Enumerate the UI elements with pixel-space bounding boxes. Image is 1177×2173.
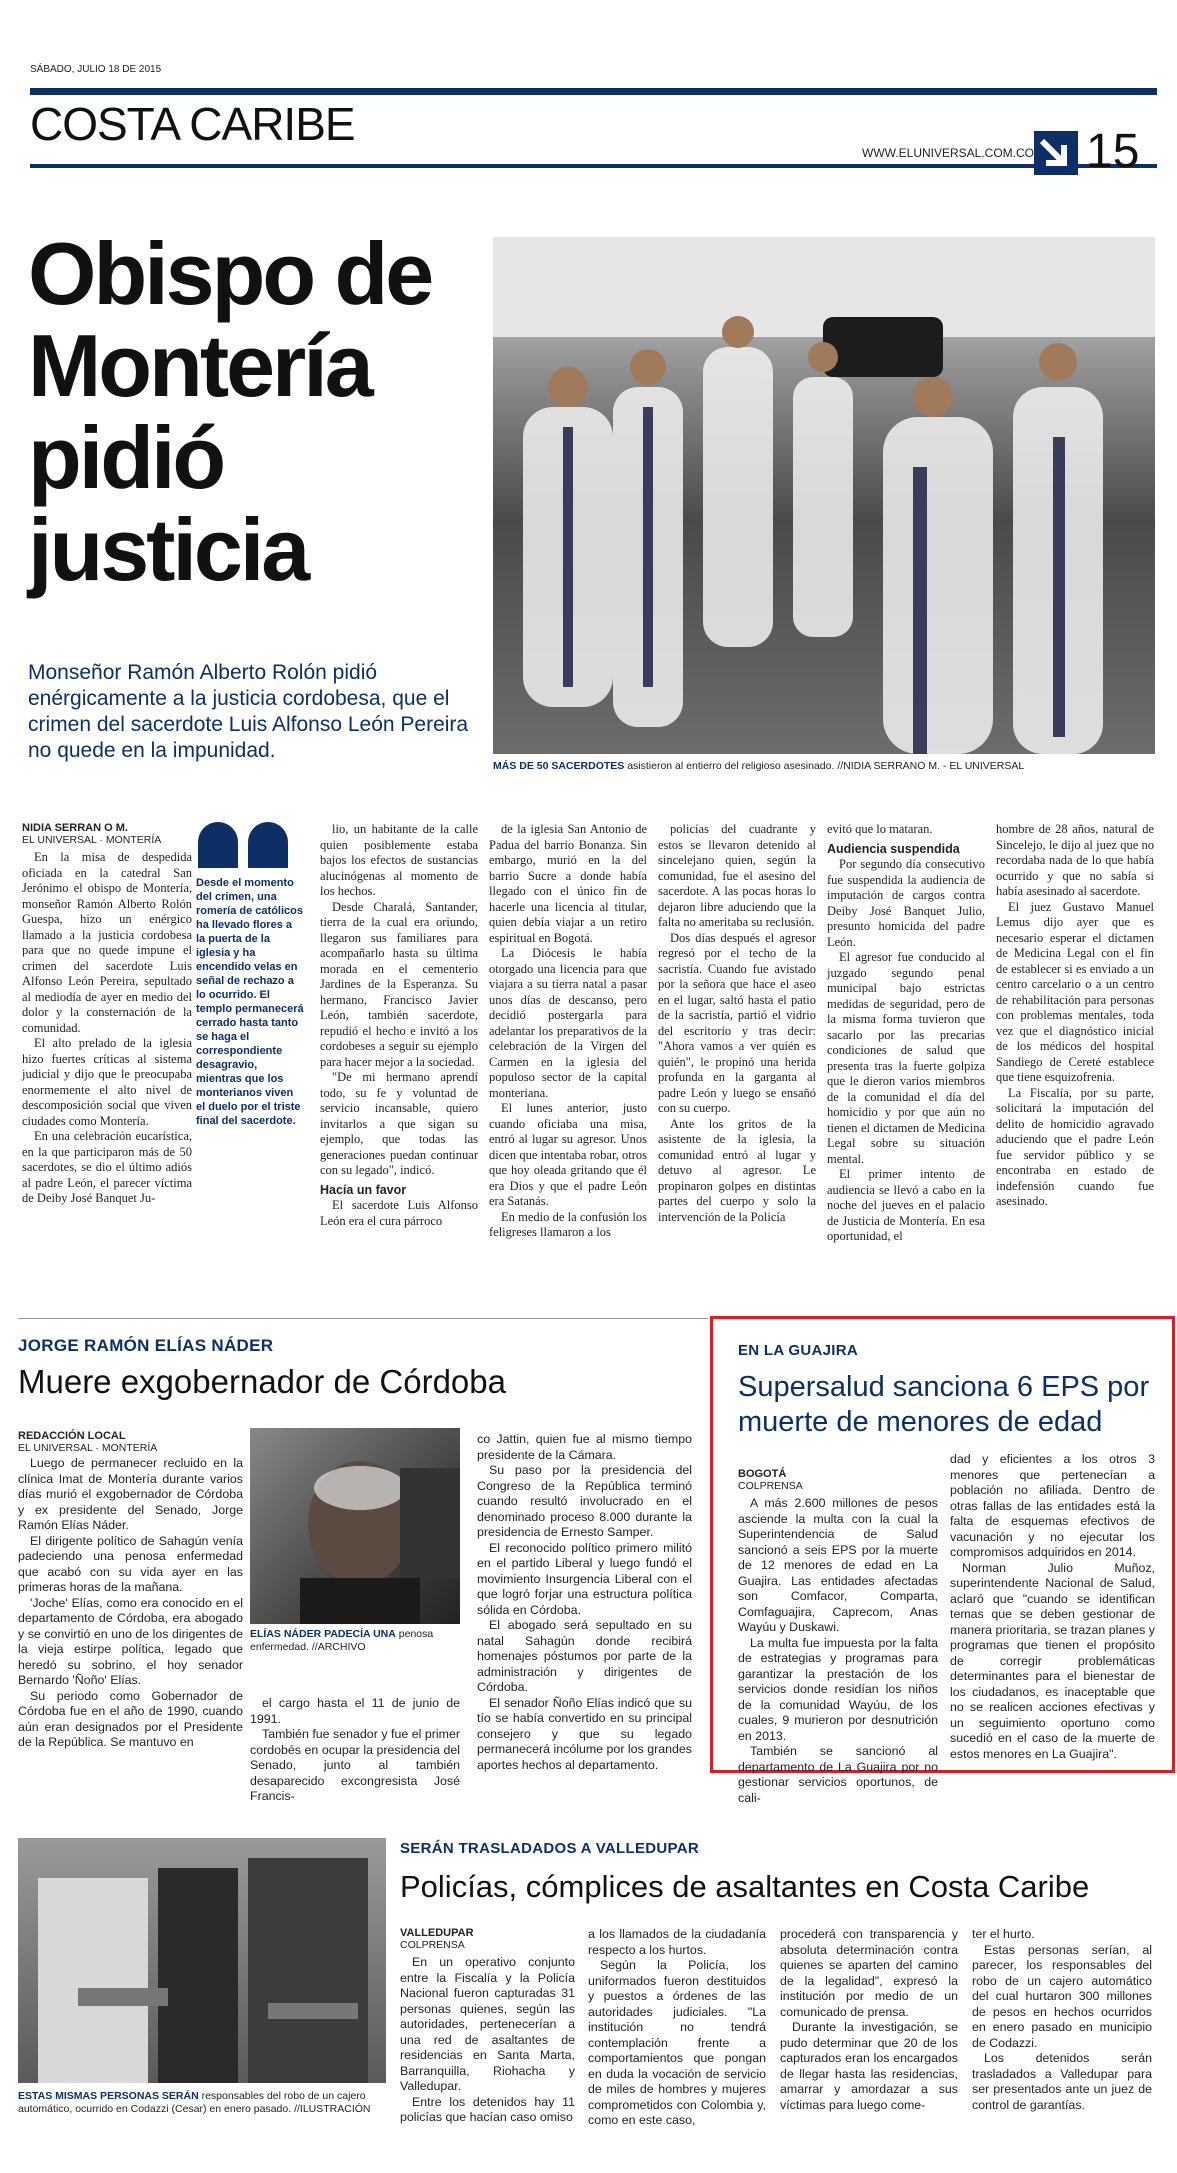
main-byline-org: EL UNIVERSAL · MONTERÍA bbox=[22, 834, 162, 846]
story3-kicker: EN LA GUAJIRA bbox=[738, 1342, 859, 1359]
story4-kicker: SERÁN TRASLADADOS A VALLEDUPAR bbox=[400, 1840, 700, 1857]
story4-col3-text-para-2: Durante la investigación, se pudo determinar que 20 de los capturados eran los encargados de llegar hasta las residencias, amarrar y amordazar a sus víctimas para luego come- bbox=[780, 2020, 958, 2112]
story2-photo-caption bbox=[250, 1628, 460, 1654]
main-col5-text: Por segundo día consecutivo fue suspendida la audiencia de imputación de cargos contra Deiby José Banquet Julio, presunto homicida del padre León. bbox=[827, 857, 985, 949]
story3-byline-org: COLPRENSA bbox=[738, 1480, 803, 1492]
elias-nader-photo bbox=[250, 1428, 460, 1624]
story3-column-1 bbox=[738, 1496, 938, 1806]
story4-col2-text: a los llamados de la ciudadanía respecto a los hurtos. bbox=[588, 1927, 766, 1957]
main-byline-name: NIDIA SERRAN O M. bbox=[22, 822, 128, 834]
main-column-3 bbox=[489, 822, 647, 1241]
story2-col2-text-para-2: También fue senador y fue el primer cordobés en ocupar la presidencia del Senado, junto al también desaparecido excongresista José Francis- bbox=[250, 1727, 460, 1803]
main-col1-text-para-2: El alto prelado de la iglesia hizo fuertes críticas al sistema judicial y dijo que le preocupaba enormemente el alto nivel de descomposición social que viven ciudades como Montería. bbox=[22, 1036, 192, 1128]
section-title: COSTA CARIBE bbox=[30, 98, 355, 150]
arrest-photo bbox=[18, 1838, 386, 2083]
story4-col3-text: procederá con transparencia y absoluta determinación contra quienes se aparten del camino de la legalidad", expresó la institución por medio de un comunicado de prensa. bbox=[780, 1927, 958, 2019]
main-col6-text-para-3: La Fiscalía, por su parte, solicitará la imputación del delito de homicidio agravado aduciendo que el padre León fue servidor público y se encontraba en estado de indefensión cuando fue asesinado. bbox=[996, 1085, 1154, 1208]
story2-col1-text: Luego de permanecer recluido en la clínica Imat de Montería durante varios días murió el exgobernador de Córdoba y ex presidente del Senado, Jorge Ramón Elías Náder. bbox=[18, 1456, 243, 1532]
story2-col1-text-para-2: El dirigente político de Sahagún venía padeciendo una penosa enfermedad que acabó con su vida ayer en las primeras horas de la mañana. bbox=[18, 1533, 243, 1594]
story4-photo-caption-text: responsables del robo de un cajero automático, ocurrido en Codazzi (Cesar) en enero pasado. //ILUSTRACIÓN bbox=[18, 2090, 371, 2115]
main-col2-text-para-3: "De mi hermano aprendí todo, su fe y voluntad de servicio incansable, quiero invitarlos a que sigan su ejemplo, que todas las generaciones puedan continuar con su legado", indicó. bbox=[320, 1070, 478, 1177]
main-photo-caption bbox=[493, 760, 1155, 773]
story4-column-3 bbox=[780, 1927, 958, 2113]
story4-byline-org: COLPRENSA bbox=[400, 1939, 465, 1951]
story3-column-2 bbox=[950, 1452, 1155, 1762]
main-col6-text: hombre de 28 años, natural de Sincelejo, le dijo al juez que no recordaba nada de lo que había ocurrido y que no sabía si había asesinado al sacerdote. bbox=[996, 822, 1154, 898]
story4-col1-text-para-2: Entre los detenidos hay 11 policías que hacían caso omiso bbox=[400, 2094, 575, 2124]
page-number: 15 bbox=[1086, 125, 1140, 178]
story3-headline: Supersalud sanciona 6 EPS por muerte de menores de edad bbox=[738, 1371, 1150, 1438]
headline-line-4: justicia bbox=[28, 500, 308, 599]
header-date: SÁBADO, JULIO 18 DE 2015 bbox=[30, 64, 162, 75]
main-deck: Monseñor Ramón Alberto Rolón pidió enérgicamente a la justicia cordobesa, que el crimen del sacerdote Luis Alfonso León Pereira no quede en la impunidad. bbox=[28, 661, 469, 762]
main-col3-text-para-2: La Diócesis le había otorgado una licencia para que viajara a su tierra natal a pasar unos días de descanso, pero decidió postergarla para adelantar los preparativos de la celebración de la Virgen del Carmen en la iglesia del populoso sector de la capital monteriana. bbox=[489, 946, 647, 1100]
header-bottom-rule bbox=[30, 164, 1157, 168]
website-link[interactable]: WWW.ELUNIVERSAL.COM.CO bbox=[862, 146, 1035, 160]
story4-col4-text-para-3: Los detenidos serán trasladados a Valledupar para ser presentados ante un juez de control de garantías. bbox=[972, 2051, 1152, 2112]
story3-byline-name: BOGOTÁ bbox=[738, 1468, 787, 1480]
main-column-4 bbox=[658, 822, 816, 1225]
story2-col2-text: el cargo hasta el 11 de junio de 1991. bbox=[250, 1696, 460, 1726]
main-col5-subhead: Audiencia suspendida bbox=[827, 841, 960, 856]
story2-byline-org: EL UNIVERSAL · MONTERÍA bbox=[18, 1442, 158, 1454]
main-col2-text-para-2: Desde Charalá, Santander, tierra de la cual era oriundo, llegaron sus familiares para acompañarlo hasta su última morada en el cementerio Jardines de la Esperanza. Su hermano, Francisco Javier León, también sacerdote, repudió el hecho e invitó a los cordobeses a seguir su ejemplo para hacer mejor a la sociedad. bbox=[320, 899, 478, 1069]
main-col2b-text: El sacerdote Luis Alfonso León era el cura párroco bbox=[320, 1198, 478, 1228]
story4-column-1 bbox=[400, 1955, 575, 2126]
story3-col2-text-para-2: Norman Julio Muñoz, superintendente Nacional de Salud, aclaró que "cuando se identifican temas que se deben gestionar de manera prioritaria, se trazan planes y programas que tienen el propósito de corregir problemáticas determinantes para el bienestar de los ciudadanos, es inaceptable que no se realicen acciones efectivas y un seguimiento oportuno como sucedió en el caso de la muerte de estos menores en La Guajira". bbox=[950, 1560, 1155, 1761]
main-col3-text-para-3: El lunes anterior, justo cuando oficiaba una misa, entró al lugar su agresor. Unos dicen que intentaba robar, otros que hoy oleada gritando que él era Dios y que el padre León era Satanás. bbox=[489, 1101, 647, 1208]
main-col1-text-para-3: En una celebración eucarística, en la que participaron más de 50 sacerdotes, se dio el último adiós al padre León, el parecer víctima de Deiby José Banquet Ju- bbox=[22, 1129, 192, 1205]
main-col3-text-para-4: En medio de la confusión los feligreses llamaron a los bbox=[489, 1209, 647, 1239]
story3-col1-text-para-2: La multa fue impuesta por la falta de estrategias y programas para garantizar la prestación de los servicios donde residían los niños de la comunidad Wayúu, de los cuales, 9 murieron por desnutrición en 2013. bbox=[738, 1635, 938, 1743]
story4-photo-caption bbox=[18, 2090, 386, 2116]
story4-headline: Policías, cómplices de asaltantes en Costa Caribe bbox=[400, 1869, 1090, 1904]
story2-column-2 bbox=[250, 1696, 460, 1805]
story2-column-1 bbox=[18, 1456, 243, 1751]
main-col5-text-para-3: El primer intento de audiencia se llevó a cabo en la noche del jueves en el palacio de Justicia de Montería. En esa oportunidad, el bbox=[827, 1167, 985, 1243]
main-col3-text: de la iglesia San Antonio de Padua del barrio Bonanza. Sin embargo, murió en la del barrio Sucre a donde había llegado con el único fin de hacerle una licencia al titular, quien debía viajar a un retiro espiritual en Bogotá. bbox=[489, 822, 647, 945]
main-col5a-text: evitó que lo mataran. bbox=[827, 822, 933, 836]
main-col2-text: lio, un habitante de la calle quien posiblemente estaba bajos los efectos de sustancias alucinógenas al momento de los hechos. bbox=[320, 822, 478, 898]
story4-byline bbox=[400, 1927, 580, 1951]
header-top-rule bbox=[30, 88, 1157, 95]
story4-column-4 bbox=[972, 1927, 1152, 2113]
main-col1-text: En la misa de despedida oficiada en la catedral San Jerónimo el obispo de Montería, monseñor Ramón Alberto Rolón Guespa, hizo un enérgico llamado a la justicia cordobesa para que no quede impune el crimen del sacerdote Luis Alfonso León Pereira, sepultado al mediodía de ayer en medio del dolor y la consternación de la comunidad. bbox=[22, 850, 192, 1035]
story4-photo-caption-lead: ESTAS MISMAS PERSONAS SERÁN bbox=[18, 2090, 199, 2102]
main-col6-text-para-2: El juez Gustavo Manuel Lemus dijo ayer que es necesario esperar el dictamen de Medicina Legal con el fin de establecer si es enviado a un centro carcelario o a un centro de rehabilitación para personas con problemas mentales, toda vez que el diagnóstico inicial de los médicos del hospital Sandiego de Cereté establece que tiene esquizofrenia. bbox=[996, 899, 1154, 1084]
main-col4-text-para-3: Ante los gritos de la asistente de la iglesia, la comunidad entró al lugar y detuvo al agresor. Le propinaron golpes en distintas partes del cuerpo y solo la intervención de la Policía bbox=[658, 1116, 816, 1224]
story4-byline-name: VALLEDUPAR bbox=[400, 1927, 474, 1939]
main-byline bbox=[22, 822, 192, 846]
story2-col1-text-para-4: Su periodo como Gobernador de Córdoba fue en el año de 1990, cuando aún eran designados por el Presidente de la República. Se mantuvo en bbox=[18, 1688, 243, 1749]
story2-column-3 bbox=[477, 1432, 692, 1773]
story3-col1-text-para-3: También se sancionó al departamento de La Guajira por no gestionar servicios oportunos, de cali- bbox=[738, 1744, 938, 1805]
story2-col3-text-para-3: El reconocido político primero militó en el partido Liberal y luego fundó el movimiento Insurgencia Liberal con el que logró forjar una estructura política sólida en Córdoba. bbox=[477, 1540, 692, 1617]
story2-col3-text: co Jattin, quien fue al mismo tiempo presidente de la Cámara. bbox=[477, 1432, 692, 1462]
story3-byline bbox=[738, 1468, 938, 1492]
story2-byline bbox=[18, 1430, 243, 1454]
main-headline bbox=[28, 224, 488, 599]
story2-photo-caption-lead: ELÍAS NÁDER PADECÍA UNA bbox=[250, 1628, 396, 1640]
story3-col1-text: A más 2.600 millones de pesos asciende la multa con la cual la Superintendencia de Salud sancionó a seis EPS por la muerte de 12 menores de edad en La Guajira. Las entidades afectadas son Comfacor, Comparta, Comfaguajira, Caprecom, Anas Wayúu y Duskawi. bbox=[738, 1496, 938, 1634]
arrow-icon bbox=[1034, 131, 1078, 175]
story4-col4-text-para-2: Estas personas serían, al parecer, los responsables del robo de un cajero automático del cual hurtaron 300 millones de pesos en hechos ocurridos en enero pasado en municipio de Codazzi. bbox=[972, 1942, 1152, 2050]
headline-line-1: Obispo de bbox=[28, 224, 432, 323]
story4-col4-text: ter el hurto. bbox=[972, 1927, 1035, 1941]
main-col5-text-para-2: El agresor fue conducido al juzgado segundo penal municipal bajo estrictas medidas de seguridad, pero de la misma forma tuvieron que sacarlo por las precarias condiciones de salud que presenta tras la fuerte golpiza que le dieron varios miembros de la comunidad el día del homicidio y por que aún no tienen el dictamen de Medicina Legal sobre su situación mental. bbox=[827, 950, 985, 1166]
main-col4-text: policías del cuadrante y estos se llevaron detenido al sincelejano quien, según la comunidad, fue el asesino del sacerdote. A las pocas horas lo dejaron libre aduciendo que la falta no ameritaba su reclusión. bbox=[658, 822, 816, 929]
story2-photo-caption-text: penosa enfermedad. //ARCHIVO bbox=[250, 1628, 434, 1653]
story4-column-2 bbox=[588, 1927, 766, 2129]
story2-col1-text-para-3: 'Joche' Elías, como era conocido en el departamento de Córdoba, era abogado y se convirtió en uno de los dirigentes de la vieja estirpe política, legado que heredó su sobrino, el hoy senador Bernardo 'Ñoño' Elías. bbox=[18, 1595, 243, 1687]
main-column-2 bbox=[320, 822, 478, 1229]
pullquote: Desde el momento del crimen, una romería de católicos ha llevado flores a la puerta de la iglesia y ha encendido velas en señal de rechazo a lo ocurrido. El templo permanecerá cerrado hasta tanto se haga el correspondiente desagravio, mientras que los monterianos viven el duelo por el triste final del sacerdote. bbox=[196, 877, 304, 1127]
quote-icon bbox=[196, 820, 296, 870]
story2-kicker: JORGE RAMÓN ELÍAS NÁDER bbox=[18, 1336, 274, 1355]
main-column-5 bbox=[827, 822, 985, 1245]
main-column-6 bbox=[996, 822, 1154, 1210]
story2-col3-text-para-4: El abogado será sepultado en su natal Sahagún donde recibirá homenajes póstumos por parte de la administración y dirigentes de Córdoba. bbox=[477, 1618, 692, 1694]
main-col2-subhead: Hacía un favor bbox=[320, 1182, 407, 1197]
main-photo-caption-text: asistieron al entierro del religioso asesinado. //NIDIA SERRANO M. - EL UNIVERSAL bbox=[627, 760, 1025, 772]
story2-headline: Muere exgobernador de Córdoba bbox=[18, 1363, 506, 1400]
funeral-photo bbox=[493, 237, 1155, 754]
main-col4-text-para-2: Dos días después el agresor regresó por el techo de la sacristía. Cuando fue avistado por la señora que hace el aseo en el lugar, saltó hasta el patio de la sacristía, partió el vidrio del escritorio y tras decir: "Ahora vamos a ver quién es quién", le propinó una herida profunda en la garganta al padre León y luego se ensañó con su cuerpo. bbox=[658, 930, 816, 1115]
story2-byline-name: REDACCIÓN LOCAL bbox=[18, 1430, 126, 1442]
headline-line-2: Montería bbox=[28, 316, 371, 415]
story3-col2-text: dad y eficientes a los otros 3 menores que pertenecían a población no afiliada. Dentro de otras fallas de las entidades está la falta de esquemas efectivos de vacunación y no ejecutar los compromisos adquiridos en 2014. bbox=[950, 1452, 1155, 1559]
main-column-1 bbox=[22, 850, 192, 1207]
story4-col2-text-para-2: Según la Policía, los uniformados fueron destituidos y puestos a órdenes de las autoridades judiciales. "La institución no tendrá contemplación frente a comportamientos que pongan en duda la vocación de servicio de miles de hombres y mujeres comprometidos con Colombia y, como en este caso, bbox=[588, 1958, 766, 2127]
story2-col3-text-para-5: El senador Ñoño Elías indicó que su tío se había convertido en su principal consejero y que su legado permanecerá incólume por los grandes aportes hechos al departamento. bbox=[477, 1695, 692, 1772]
story2-top-rule bbox=[18, 1318, 708, 1319]
main-photo-caption-lead: MÁS DE 50 SACERDOTES bbox=[493, 760, 625, 772]
story4-col1-text: En un operativo conjunto entre la Fiscalía y la Policía Nacional fueron capturadas 31 personas quienes, según las autoridades, pertenecerían a una red de asaltantes de residencias en Santa Marta, Barranquilla, Riohacha y Valledupar. bbox=[400, 1955, 575, 2093]
story2-col3-text-para-2: Su paso por la presidencia del Congreso de la República terminó cuando resultó involucrado en el denominado proceso 8.000 durante la presidencia de Ernesto Samper. bbox=[477, 1463, 692, 1539]
headline-line-3: pidió bbox=[28, 408, 224, 507]
